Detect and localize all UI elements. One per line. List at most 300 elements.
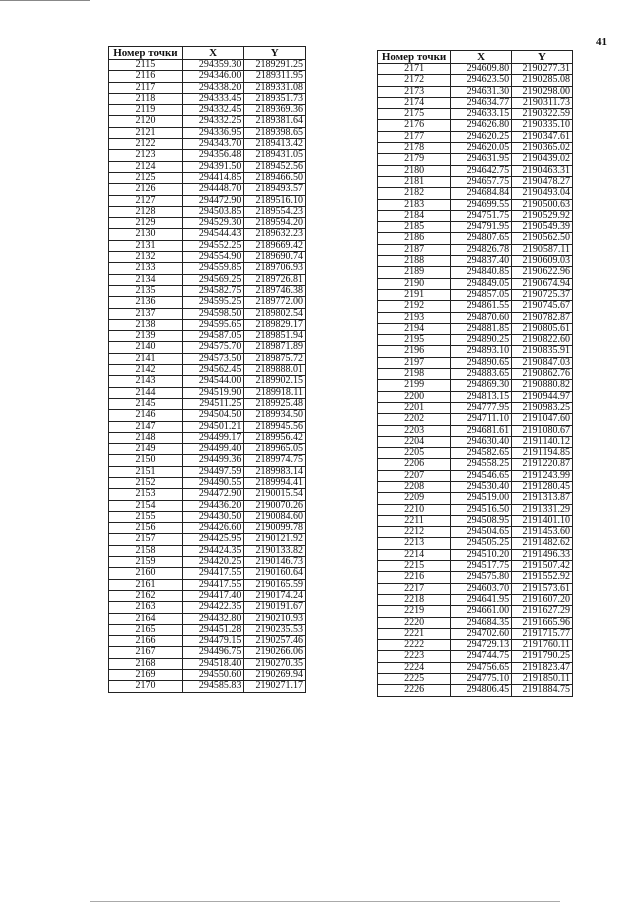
point-number-cell: 2203 — [378, 425, 451, 436]
table-row — [109, 477, 306, 488]
table-row — [378, 244, 573, 255]
point-number-cell: 2121 — [109, 127, 183, 138]
table-row — [378, 176, 573, 187]
x-cell: 294546.65 — [451, 470, 512, 481]
point-number-cell: 2144 — [109, 387, 183, 398]
y-cell: 2189632.23 — [244, 229, 306, 240]
point-number-cell: 2211 — [378, 515, 451, 526]
header-y: Y — [512, 51, 573, 64]
point-number-cell: 2146 — [109, 410, 183, 421]
x-cell: 294479.15 — [182, 636, 244, 647]
point-number-cell: 2179 — [378, 154, 451, 165]
x-cell: 294840.85 — [451, 267, 512, 278]
x-cell: 294756.65 — [451, 662, 512, 673]
point-number-cell: 2219 — [378, 606, 451, 617]
table-row — [378, 414, 573, 425]
point-number-cell: 2175 — [378, 109, 451, 120]
x-cell: 294510.20 — [451, 549, 512, 560]
table-row — [378, 188, 573, 199]
x-cell: 294849.05 — [451, 278, 512, 289]
x-cell: 294631.95 — [451, 154, 512, 165]
point-number-cell: 2116 — [109, 71, 183, 82]
table-row — [378, 210, 573, 221]
y-cell: 2189994.41 — [244, 477, 306, 488]
x-cell: 294595.25 — [182, 297, 244, 308]
x-cell: 294826.78 — [451, 244, 512, 255]
point-number-cell: 2126 — [109, 184, 183, 195]
table-row — [109, 523, 306, 534]
y-cell: 2190782.87 — [512, 312, 573, 323]
x-cell: 294472.90 — [182, 489, 244, 500]
y-cell: 2190439.02 — [512, 154, 573, 165]
point-number-cell: 2196 — [378, 346, 451, 357]
y-cell: 2190121.92 — [244, 534, 306, 545]
point-number-cell: 2115 — [109, 60, 183, 71]
table-row — [378, 289, 573, 300]
table-row — [109, 444, 306, 455]
x-cell: 294595.65 — [182, 319, 244, 330]
x-cell: 294633.15 — [451, 109, 512, 120]
y-cell: 2189381.64 — [244, 116, 306, 127]
point-number-cell: 2218 — [378, 594, 451, 605]
table-row — [378, 651, 573, 662]
page-number: 41 — [596, 36, 607, 48]
table-row — [109, 590, 306, 601]
x-cell: 294426.60 — [182, 523, 244, 534]
x-cell: 294661.00 — [451, 606, 512, 617]
point-number-cell: 2186 — [378, 233, 451, 244]
x-cell: 294631.30 — [451, 86, 512, 97]
x-cell: 294806.45 — [451, 685, 512, 696]
point-number-cell: 2151 — [109, 466, 183, 477]
y-cell: 2190311.73 — [512, 97, 573, 108]
y-cell: 2190133.82 — [244, 545, 306, 556]
table-row — [109, 263, 306, 274]
point-number-cell: 2160 — [109, 568, 183, 579]
y-cell: 2190674.94 — [512, 278, 573, 289]
point-number-cell: 2125 — [109, 172, 183, 183]
point-number-cell: 2127 — [109, 195, 183, 206]
point-number-cell: 2142 — [109, 365, 183, 376]
y-cell: 2191331.29 — [512, 504, 573, 515]
x-cell: 294503.85 — [182, 206, 244, 217]
x-cell: 294626.80 — [451, 120, 512, 131]
table-row — [378, 493, 573, 504]
point-number-cell: 2135 — [109, 285, 183, 296]
x-cell: 294333.45 — [182, 93, 244, 104]
point-number-cell: 2136 — [109, 297, 183, 308]
x-cell: 294883.65 — [451, 369, 512, 380]
y-cell: 2190944.97 — [512, 391, 573, 402]
point-number-cell: 2199 — [378, 380, 451, 391]
x-cell: 294582.75 — [182, 285, 244, 296]
table-row — [378, 267, 573, 278]
y-cell: 2189746.38 — [244, 285, 306, 296]
table-row — [109, 127, 306, 138]
y-cell: 2189351.73 — [244, 93, 306, 104]
y-cell: 2189925.48 — [244, 398, 306, 409]
table-row — [109, 252, 306, 263]
point-number-cell: 2158 — [109, 545, 183, 556]
y-cell: 2189398.65 — [244, 127, 306, 138]
table-header-row — [109, 47, 306, 60]
y-cell: 2190174.24 — [244, 590, 306, 601]
point-number-cell: 2117 — [109, 82, 183, 93]
point-number-cell: 2128 — [109, 206, 183, 217]
table-row — [378, 527, 573, 538]
table-row — [109, 331, 306, 342]
table-row — [378, 199, 573, 210]
table-row — [378, 685, 573, 696]
x-cell: 294587.05 — [182, 331, 244, 342]
point-number-cell: 2130 — [109, 229, 183, 240]
table-row — [109, 172, 306, 183]
point-number-cell: 2140 — [109, 342, 183, 353]
y-cell: 2189413.42 — [244, 139, 306, 150]
x-cell: 294861.55 — [451, 301, 512, 312]
y-cell: 2190478.27 — [512, 176, 573, 187]
x-cell: 294609.80 — [451, 64, 512, 75]
table-row — [109, 184, 306, 195]
y-cell: 2189706.93 — [244, 263, 306, 274]
table-row — [378, 515, 573, 526]
table-row — [378, 617, 573, 628]
table-row — [109, 218, 306, 229]
point-number-cell: 2123 — [109, 150, 183, 161]
y-cell: 2191313.87 — [512, 493, 573, 504]
y-cell: 2190835.91 — [512, 346, 573, 357]
x-cell: 294448.70 — [182, 184, 244, 195]
y-cell: 2189452.56 — [244, 161, 306, 172]
y-cell: 2190084.60 — [244, 511, 306, 522]
y-cell: 2191496.33 — [512, 549, 573, 560]
y-cell: 2190880.82 — [512, 380, 573, 391]
table-row — [378, 346, 573, 357]
x-cell: 294751.75 — [451, 210, 512, 221]
table-row — [109, 410, 306, 421]
x-cell: 294603.70 — [451, 583, 512, 594]
point-number-cell: 2147 — [109, 421, 183, 432]
x-cell: 294497.59 — [182, 466, 244, 477]
x-cell: 294519.00 — [451, 493, 512, 504]
y-cell: 2191047.60 — [512, 414, 573, 425]
x-cell: 294857.05 — [451, 289, 512, 300]
point-number-cell: 2161 — [109, 579, 183, 590]
x-cell: 294890.65 — [451, 357, 512, 368]
y-cell: 2190365.02 — [512, 143, 573, 154]
point-number-cell: 2197 — [378, 357, 451, 368]
x-cell: 294807.65 — [451, 233, 512, 244]
y-cell: 2190347.61 — [512, 131, 573, 142]
x-cell: 294432.80 — [182, 613, 244, 624]
header-y: Y — [244, 47, 306, 60]
x-cell: 294490.55 — [182, 477, 244, 488]
point-number-cell: 2180 — [378, 165, 451, 176]
x-cell: 294681.61 — [451, 425, 512, 436]
x-cell: 294642.75 — [451, 165, 512, 176]
table-row — [109, 93, 306, 104]
x-cell: 294420.25 — [182, 557, 244, 568]
x-cell: 294620.05 — [451, 143, 512, 154]
y-cell: 2191482.62 — [512, 538, 573, 549]
y-cell: 2189902.15 — [244, 376, 306, 387]
point-number-cell: 2207 — [378, 470, 451, 481]
table-row — [109, 511, 306, 522]
x-cell: 294777.95 — [451, 402, 512, 413]
x-cell: 294501.21 — [182, 421, 244, 432]
point-number-cell: 2156 — [109, 523, 183, 534]
point-number-cell: 2133 — [109, 263, 183, 274]
point-number-cell: 2165 — [109, 624, 183, 635]
x-cell: 294332.45 — [182, 105, 244, 116]
table-row — [109, 568, 306, 579]
point-number-cell: 2134 — [109, 274, 183, 285]
point-number-cell: 2217 — [378, 583, 451, 594]
table-row — [109, 579, 306, 590]
x-cell: 294699.55 — [451, 199, 512, 210]
x-cell: 294554.90 — [182, 252, 244, 263]
x-cell: 294338.20 — [182, 82, 244, 93]
y-cell: 2190529.92 — [512, 210, 573, 221]
y-cell: 2190493.04 — [512, 188, 573, 199]
point-number-cell: 2172 — [378, 75, 451, 86]
y-cell: 2190165.59 — [244, 579, 306, 590]
table-row — [378, 97, 573, 108]
y-cell: 2190099.78 — [244, 523, 306, 534]
x-cell: 294552.25 — [182, 240, 244, 251]
table-row — [378, 583, 573, 594]
table-row — [378, 357, 573, 368]
y-cell: 2190285.08 — [512, 75, 573, 86]
y-cell: 2190270.35 — [244, 658, 306, 669]
point-number-cell: 2131 — [109, 240, 183, 251]
x-cell: 294511.25 — [182, 398, 244, 409]
x-cell: 294529.30 — [182, 218, 244, 229]
x-cell: 294575.70 — [182, 342, 244, 353]
y-cell: 2191453.60 — [512, 527, 573, 538]
x-cell: 294573.50 — [182, 353, 244, 364]
point-number-cell: 2222 — [378, 640, 451, 651]
table-row — [378, 561, 573, 572]
point-number-cell: 2174 — [378, 97, 451, 108]
point-number-cell: 2137 — [109, 308, 183, 319]
coordinates-table-left — [108, 46, 306, 693]
y-cell: 2190463.31 — [512, 165, 573, 176]
point-number-cell: 2155 — [109, 511, 183, 522]
x-cell: 294417.40 — [182, 590, 244, 601]
point-number-cell: 2164 — [109, 613, 183, 624]
table-row — [109, 150, 306, 161]
y-cell: 2189875.72 — [244, 353, 306, 364]
table-row — [109, 545, 306, 556]
table-row — [378, 538, 573, 549]
table-body-left — [109, 60, 306, 693]
table-row — [378, 222, 573, 233]
point-number-cell: 2202 — [378, 414, 451, 425]
point-number-cell: 2162 — [109, 590, 183, 601]
table-row — [378, 380, 573, 391]
y-cell: 2189934.50 — [244, 410, 306, 421]
header-point-number: Номер точки — [109, 47, 183, 60]
point-number-cell: 2182 — [378, 188, 451, 199]
y-cell: 2190562.50 — [512, 233, 573, 244]
x-cell: 294881.85 — [451, 323, 512, 334]
y-cell: 2190257.46 — [244, 636, 306, 647]
y-cell: 2190622.96 — [512, 267, 573, 278]
point-number-cell: 2225 — [378, 674, 451, 685]
point-number-cell: 2216 — [378, 572, 451, 583]
point-number-cell: 2213 — [378, 538, 451, 549]
table-row — [378, 674, 573, 685]
y-cell: 2190235.53 — [244, 624, 306, 635]
point-number-cell: 2157 — [109, 534, 183, 545]
point-number-cell: 2189 — [378, 267, 451, 278]
x-cell: 294634.77 — [451, 97, 512, 108]
table-row — [109, 534, 306, 545]
y-cell: 2189965.05 — [244, 444, 306, 455]
point-number-cell: 2163 — [109, 602, 183, 613]
table-row — [378, 436, 573, 447]
x-cell: 294499.40 — [182, 444, 244, 455]
table-row — [109, 229, 306, 240]
point-number-cell: 2124 — [109, 161, 183, 172]
table-row — [109, 285, 306, 296]
x-cell: 294869.30 — [451, 380, 512, 391]
table-row — [109, 139, 306, 150]
y-cell: 2191243.99 — [512, 470, 573, 481]
table-row — [378, 448, 573, 459]
y-cell: 2191850.11 — [512, 674, 573, 685]
table-row — [378, 572, 573, 583]
table-row — [378, 504, 573, 515]
x-cell: 294530.40 — [451, 481, 512, 492]
point-number-cell: 2152 — [109, 477, 183, 488]
point-number-cell: 2192 — [378, 301, 451, 312]
point-number-cell: 2143 — [109, 376, 183, 387]
y-cell: 2189802.54 — [244, 308, 306, 319]
table-row — [378, 75, 573, 86]
table-row — [109, 647, 306, 658]
x-cell: 294504.65 — [451, 527, 512, 538]
point-number-cell: 2188 — [378, 256, 451, 267]
table-row — [109, 342, 306, 353]
table-row — [378, 459, 573, 470]
table-row — [109, 421, 306, 432]
table-row — [109, 206, 306, 217]
y-cell: 2189974.75 — [244, 455, 306, 466]
table-row — [378, 109, 573, 120]
x-cell: 294558.25 — [451, 459, 512, 470]
point-number-cell: 2198 — [378, 369, 451, 380]
point-number-cell: 2138 — [109, 319, 183, 330]
coordinates-table-right — [377, 50, 573, 697]
point-number-cell: 2178 — [378, 143, 451, 154]
table-row — [378, 369, 573, 380]
point-number-cell: 2171 — [378, 64, 451, 75]
x-cell: 294472.90 — [182, 195, 244, 206]
y-cell: 2190847.03 — [512, 357, 573, 368]
point-number-cell: 2122 — [109, 139, 183, 150]
table-row — [378, 335, 573, 346]
x-cell: 294630.40 — [451, 436, 512, 447]
x-cell: 294684.35 — [451, 617, 512, 628]
y-cell: 2189772.00 — [244, 297, 306, 308]
point-number-cell: 2129 — [109, 218, 183, 229]
x-cell: 294518.40 — [182, 658, 244, 669]
point-number-cell: 2195 — [378, 335, 451, 346]
y-cell: 2190335.10 — [512, 120, 573, 131]
table-row — [378, 154, 573, 165]
y-cell: 2189918.11 — [244, 387, 306, 398]
table-header-row — [378, 51, 573, 64]
point-number-cell: 2224 — [378, 662, 451, 673]
table-row — [109, 624, 306, 635]
point-number-cell: 2209 — [378, 493, 451, 504]
x-cell: 294496.75 — [182, 647, 244, 658]
table-row — [109, 455, 306, 466]
y-cell: 2189493.57 — [244, 184, 306, 195]
y-cell: 2189871.89 — [244, 342, 306, 353]
y-cell: 2189594.20 — [244, 218, 306, 229]
table-row — [109, 376, 306, 387]
y-cell: 2191790.25 — [512, 651, 573, 662]
y-cell: 2191552.92 — [512, 572, 573, 583]
x-cell: 294422.35 — [182, 602, 244, 613]
y-cell: 2190822.60 — [512, 335, 573, 346]
y-cell: 2189669.42 — [244, 240, 306, 251]
x-cell: 294620.25 — [451, 131, 512, 142]
table-row — [378, 481, 573, 492]
point-number-cell: 2208 — [378, 481, 451, 492]
x-cell: 294517.75 — [451, 561, 512, 572]
table-row — [378, 640, 573, 651]
table-row — [109, 681, 306, 692]
x-cell: 294893.10 — [451, 346, 512, 357]
y-cell: 2190210.93 — [244, 613, 306, 624]
y-cell: 2190322.59 — [512, 109, 573, 120]
table-row — [109, 365, 306, 376]
x-cell: 294391.50 — [182, 161, 244, 172]
point-number-cell: 2194 — [378, 323, 451, 334]
y-cell: 2191627.29 — [512, 606, 573, 617]
x-cell: 294516.50 — [451, 504, 512, 515]
x-cell: 294332.25 — [182, 116, 244, 127]
y-cell: 2189956.42 — [244, 432, 306, 443]
y-cell: 2191760.11 — [512, 640, 573, 651]
table-row — [378, 64, 573, 75]
point-number-cell: 2149 — [109, 444, 183, 455]
point-number-cell: 2226 — [378, 685, 451, 696]
x-cell: 294711.10 — [451, 414, 512, 425]
table-row — [109, 670, 306, 681]
x-cell: 294775.10 — [451, 674, 512, 685]
x-cell: 294436.20 — [182, 500, 244, 511]
table-row — [109, 613, 306, 624]
table-row — [378, 256, 573, 267]
x-cell: 294505.25 — [451, 538, 512, 549]
table-row — [109, 602, 306, 613]
point-number-cell: 2191 — [378, 289, 451, 300]
table-row — [378, 628, 573, 639]
table-row — [109, 71, 306, 82]
y-cell: 2189829.17 — [244, 319, 306, 330]
table-row — [378, 391, 573, 402]
x-cell: 294504.50 — [182, 410, 244, 421]
table-row — [378, 594, 573, 605]
x-cell: 294346.00 — [182, 71, 244, 82]
header-x: X — [182, 47, 244, 60]
point-number-cell: 2167 — [109, 647, 183, 658]
